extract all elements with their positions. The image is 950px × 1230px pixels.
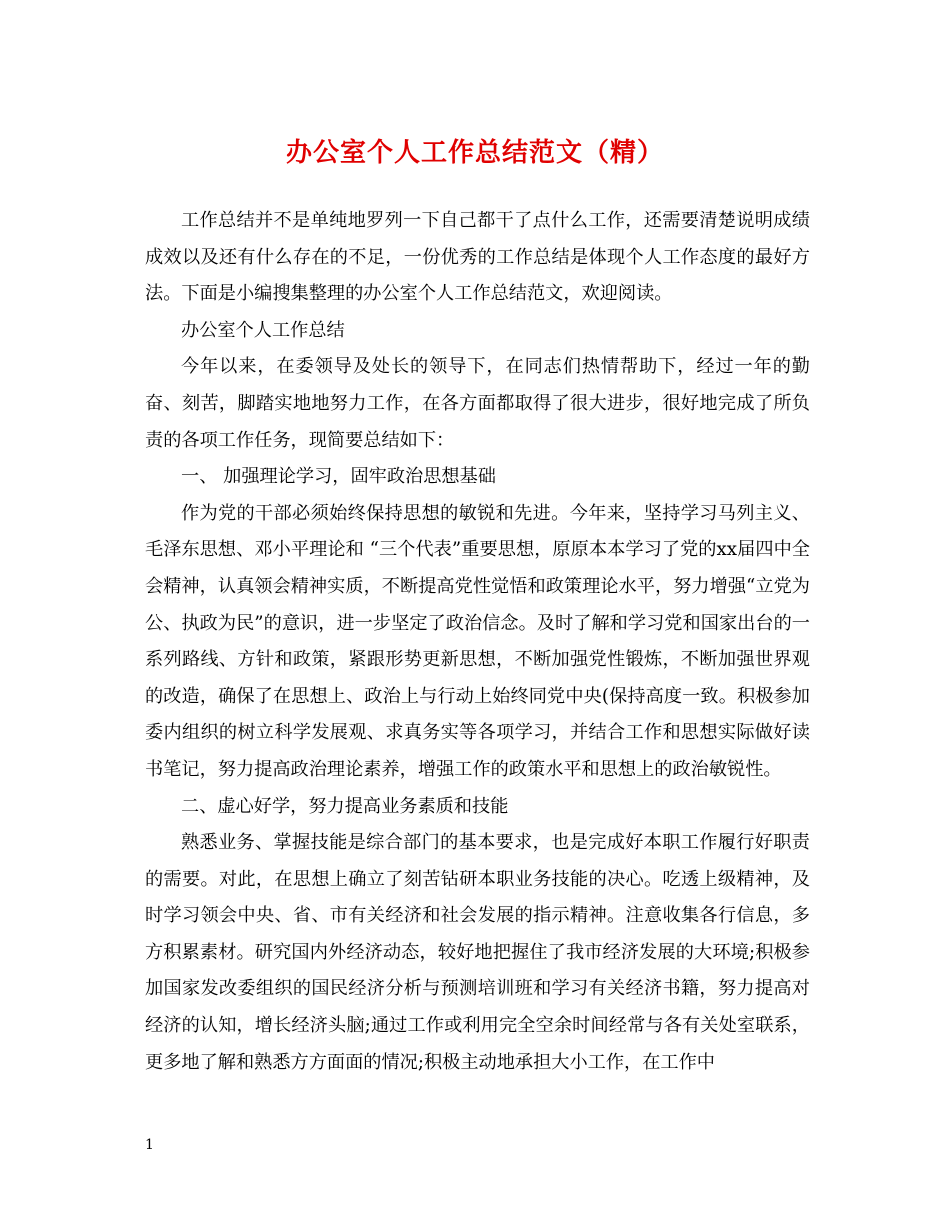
summary-paragraph: 今年以来，在委领导及处长的领导下，在同志们热情帮助下，经过一年的勤奋、刻苦，脚踏实地地努力工作，在各方面都取得了很大进步，很好地完成了所负责的各项工作任务，现简要总结如下： xyxy=(145,356,810,451)
intro-paragraph: 工作总结并不是单纯地罗列一下自己都干了点什么工作，还需要清楚说明成绩成效以及还有什么存在的不足，一份优秀的工作总结是体现个人工作态度的最好方法。下面是小编搜集整理的办公室个人工作总结范文，欢迎阅读。 xyxy=(145,210,810,305)
business-paragraph: 熟悉业务、掌握技能是综合部门的基本要求，也是完成好本职工作履行好职责的需要。对此，在思想上确立了刻苦钻研本职业务技能的决心。吃透上级精神，及时学习领会中央、省、市有关经济和社会发展的指示精神。注意收集各行信息，多方积累素材。研究国内外经济动态，较好地把握住了我市经济发展的大环境;积极参加国家发改委组织的国民经济分析与预测培训班和学习有关经济书籍，努力提高对经济的认知，增长经济头脑;通过工作或利用完全空余时间经常与各有关处室联系，更多地了解和熟悉方方面面的情况;积极主动地承担大小工作，在工作中 xyxy=(145,832,810,1073)
subheading-two: 二、虚心好学，努力提高业务素质和技能 xyxy=(181,795,509,817)
document-body xyxy=(145,203,810,1081)
document-title: 办公室个人工作总结范文（精） xyxy=(285,138,664,168)
subheading-one: 一、 加强理论学习，固牢政治思想基础 xyxy=(181,466,496,488)
page-number: 1 xyxy=(145,1137,154,1153)
theory-paragraph: 作为党的干部必须始终保持思想的敏锐和先进。今年来，坚持学习马列主义、毛泽东思想、邓小平理论和 “三个代表”重要思想，原原本本学习了党的xx届四中全会精神，认真领会精神实质，不断提高党性觉悟和政策理论水平，努力增强“立党为公、执政为民”的意识，进一步坚定了政治信念。及时了解和学习党和国家出台的一系列路线、方针和政策，紧跟形势更新思想，不断加强党性锻炼，不断加强世界观的改造，确保了在思想上、政治上与行动上始终同党中央(保持高度一致。积极参加委内组织的树立科学发展观、求真务实等各项学习，并结合工作和思想实际做好读书笔记，努力提高政治理论素养，增强工作的政策水平和思想上的政治敏锐性。 xyxy=(145,502,810,780)
section-heading: 办公室个人工作总结 xyxy=(181,319,345,341)
